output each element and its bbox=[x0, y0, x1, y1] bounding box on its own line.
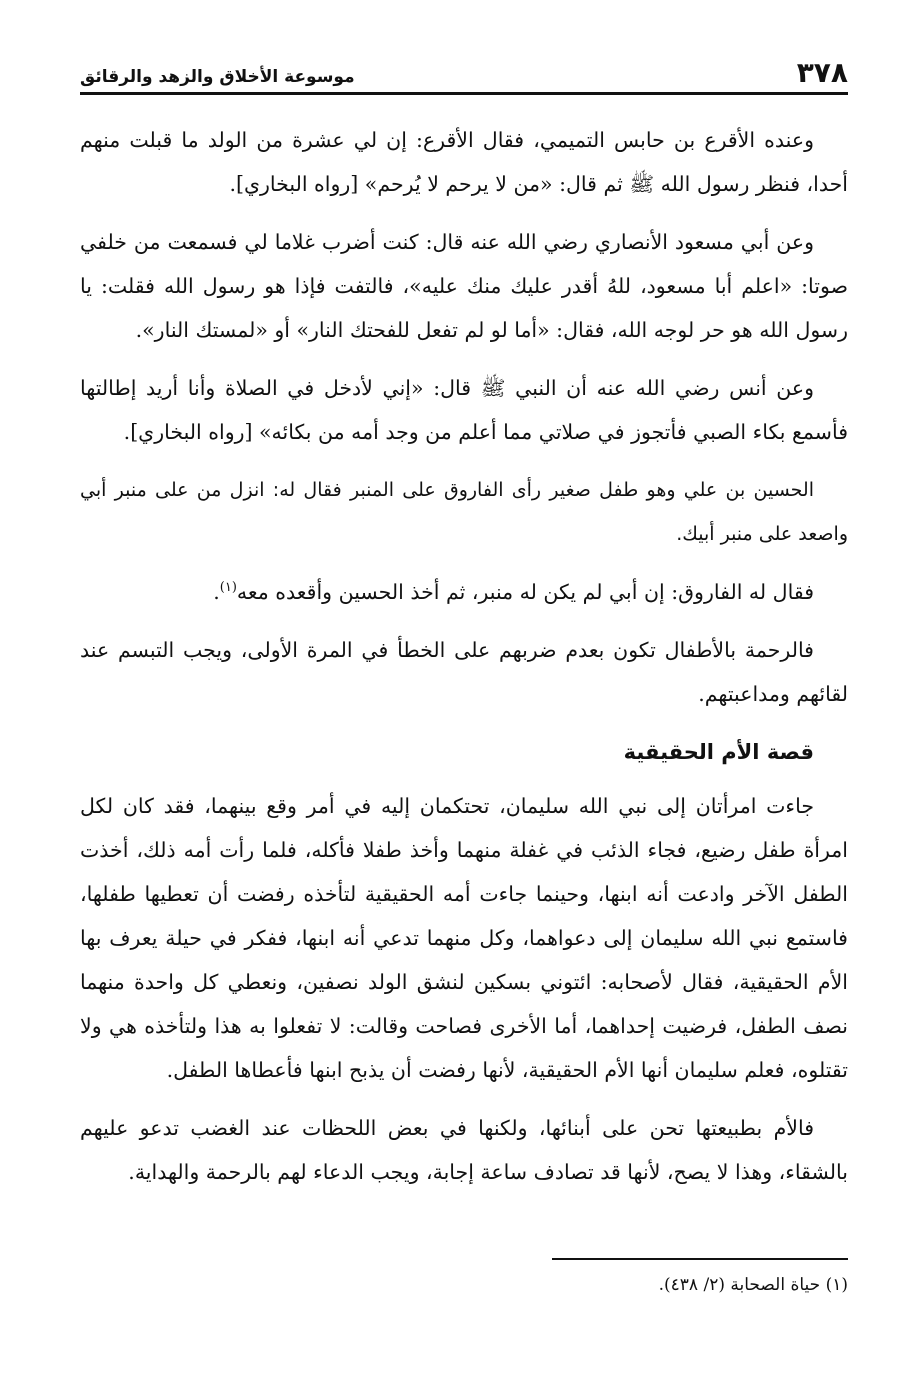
paragraph: الحسين بن علي وهو طفل صغير رأى الفاروق على المنبر فقال له: انزل من على منبر أبي واصعد على منبر أبيك. bbox=[80, 479, 848, 545]
footnote-divider bbox=[552, 1258, 848, 1260]
story-paragraph: جاءت امرأتان إلى نبي الله سليمان، تحتكمان إليه في أمر وقع بينهما، فقد كان لكل امرأة طفل رضيع، فجاء الذئب في غفلة منهما وأخذ طفلا فأكله، فلما رأت أمه ذلك، أخذت الطفل الآخر وادعت أنه ابنها، وحينما جاءت أمه الحقيقية لتأخذه رفضت أن تعطيها طفلها، فاستمع نبي الله سليمان إلى دعواهما، وكل منهما تدعي أنه ابنها، ففكر في حيلة يعرف بها الأم الحقيقية، فقال لأصحابه: ائتوني بسكين لنشق الولد نصفين، ونعطي كل واحدة منهما نصف الطفل، فرضيت إحداهما، أما الأخرى فصاحت وقالت: لا تفعلوا به هذا ولتأخذه هي ولا تقتلوه، فعلم سليمان أنها الأم الحقيقية، لأنها رفضت أن يذبح ابنها فأعطاها الطفل. bbox=[80, 794, 848, 1082]
paragraph: فالرحمة بالأطفال تكون بعدم ضربهم على الخطأ في المرة الأولى، ويجب التبسم عند لقائهم ومداعبتهم. bbox=[80, 638, 848, 706]
paragraph: وعن أنس رضي الله عنه أن النبي ﷺ قال: «إني لأدخل في الصلاة وأنا أريد إطالتها فأسمع بكاء الصبي فأتجوز في صلاتي مما أعلم من وجد أمه من بكائه» [رواه البخاري]. bbox=[80, 376, 848, 444]
page-header bbox=[80, 52, 848, 95]
paragraph: وعن أبي مسعود الأنصاري رضي الله عنه قال: كنت أضرب غلاما لي فسمعت من خلفي صوتا: «اعلم أبا مسعود، للهُ أقدر عليك منك عليه»، فالتفت فإذا هو رسول الله فقلت: يا رسول الله هو حر لوجه الله، فقال: «أما لو لم تفعل للفحتك النار» أو «لمستك النار». bbox=[80, 230, 848, 342]
footnote: (١) حياة الصحابة (٢/ ٤٣٨). bbox=[658, 1275, 848, 1295]
paragraph: وعنده الأقرع بن حابس التميمي، فقال الأقرع: إن لي عشرة من الولد ما قبلت منهم أحدا، فنظر رسول الله ﷺ ثم قال: «من لا يرحم لا يُرحم» [رواه البخاري]. bbox=[80, 128, 848, 196]
paragraph-with-footnote: فقال له الفاروق: إن أبي لم يكن له منبر، ثم أخذ الحسين وأقعده معه$^{(١)}$. bbox=[213, 580, 814, 604]
paragraph-text: فقال له الفاروق: إن أبي لم يكن له منبر، ثم أخذ الحسين وأقعده معه bbox=[236, 580, 814, 604]
body-text bbox=[80, 118, 848, 1208]
running-title: موسوعة الأخلاق والزهد والرقائق bbox=[80, 67, 355, 87]
page-number: ٣٧٨ bbox=[796, 56, 848, 89]
section-heading: قصة الأم الحقيقية bbox=[623, 740, 814, 764]
story-paragraph: فالأم بطبيعتها تحن على أبنائها، ولكنها في بعض اللحظات عند الغضب تدعو عليهم بالشقاء، وهذا لا يصح، لأنها قد تصادف ساعة إجابة، ويجب الدعاء لهم بالرحمة والهداية. bbox=[80, 1116, 848, 1184]
footnote-reference: (١) bbox=[219, 580, 237, 596]
